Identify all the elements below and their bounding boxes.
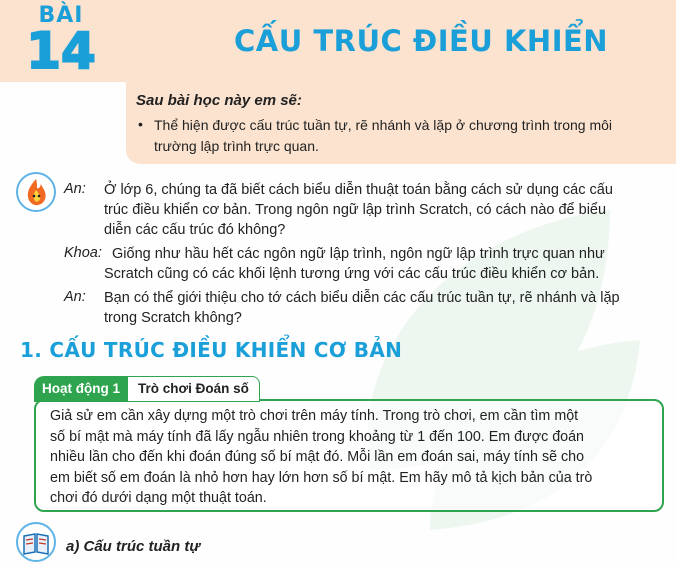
activity-name: Trò chơi Đoán số	[128, 376, 260, 402]
dialog-an-line: Ở lớp 6, chúng ta đã biết cách biểu diễn thuật toán bằng cách sử dụng các cấu	[104, 182, 613, 198]
activity-tab	[34, 376, 260, 402]
book-avatar	[16, 522, 56, 562]
lesson-title: CẤU TRÚC ĐIỀU KHIỂN	[234, 24, 609, 58]
dialog-khoa-line: Scratch cũng có các khối lệnh tương ứng với các cấu trúc điều khiển cơ bản.	[104, 266, 600, 282]
dialog-an-line: trúc điều khiển cơ bản. Trong ngôn ngữ lập trình Scratch, có cách nào để biểu	[104, 202, 607, 218]
book-icon	[18, 524, 54, 560]
lesson-label: BÀI	[38, 3, 84, 28]
goals-heading: Sau bài học này em sẽ:	[136, 92, 302, 109]
dialog-an-line: trong Scratch không?	[104, 310, 242, 326]
subsection-title: a) Cấu trúc tuần tự	[66, 538, 201, 555]
lesson-number: 14	[26, 22, 96, 80]
activity-text: Giả sử em cần xây dựng một trò chơi trên máy tính. Trong trò chơi, em cần tìm một số bí mật mà máy tính đã lấy ngẫu nhiên trong khoảng từ 1 đến 100. Em được đoán nhiều lần cho đến khi đoán đúng số bí mật đó. Mỗi lần em đoán sai, máy tính sẽ cho em biết số em đoán là nhỏ hơn hay lớn hơn số bí mật. Em hãy mô tả kịch bản của trò chơi đó dưới dạng một thuật toán.	[50, 408, 593, 506]
activity-label: Hoạt động 1	[34, 376, 128, 402]
speaker-an: An:	[64, 181, 86, 197]
dialog-an-line: diễn các cấu trúc đó không?	[104, 222, 286, 238]
speaker-khoa: Khoa:	[64, 245, 102, 261]
goals-item: Thể hiện được cấu trúc tuần tự, rẽ nhánh và lặp ở chương trình trong môi trường lập trình trực quan.	[154, 117, 613, 154]
lesson-badge	[22, 4, 100, 84]
fire-character-icon	[18, 174, 54, 210]
learning-goals-box	[126, 82, 676, 164]
section-title: 1. CẤU TRÚC ĐIỀU KHIỂN CƠ BẢN	[20, 338, 403, 362]
bullet-icon: •	[138, 116, 143, 132]
dialog-an-line: Bạn có thể giới thiệu cho tớ cách biểu diễn các cấu trúc tuần tự, rẽ nhánh và lặp	[104, 290, 620, 306]
dialog-khoa-line: Giống như hầu hết các ngôn ngữ lập trình, ngôn ngữ lập trình trực quan như	[112, 246, 605, 262]
speaker-an: An:	[64, 289, 86, 305]
an-avatar	[16, 172, 56, 212]
